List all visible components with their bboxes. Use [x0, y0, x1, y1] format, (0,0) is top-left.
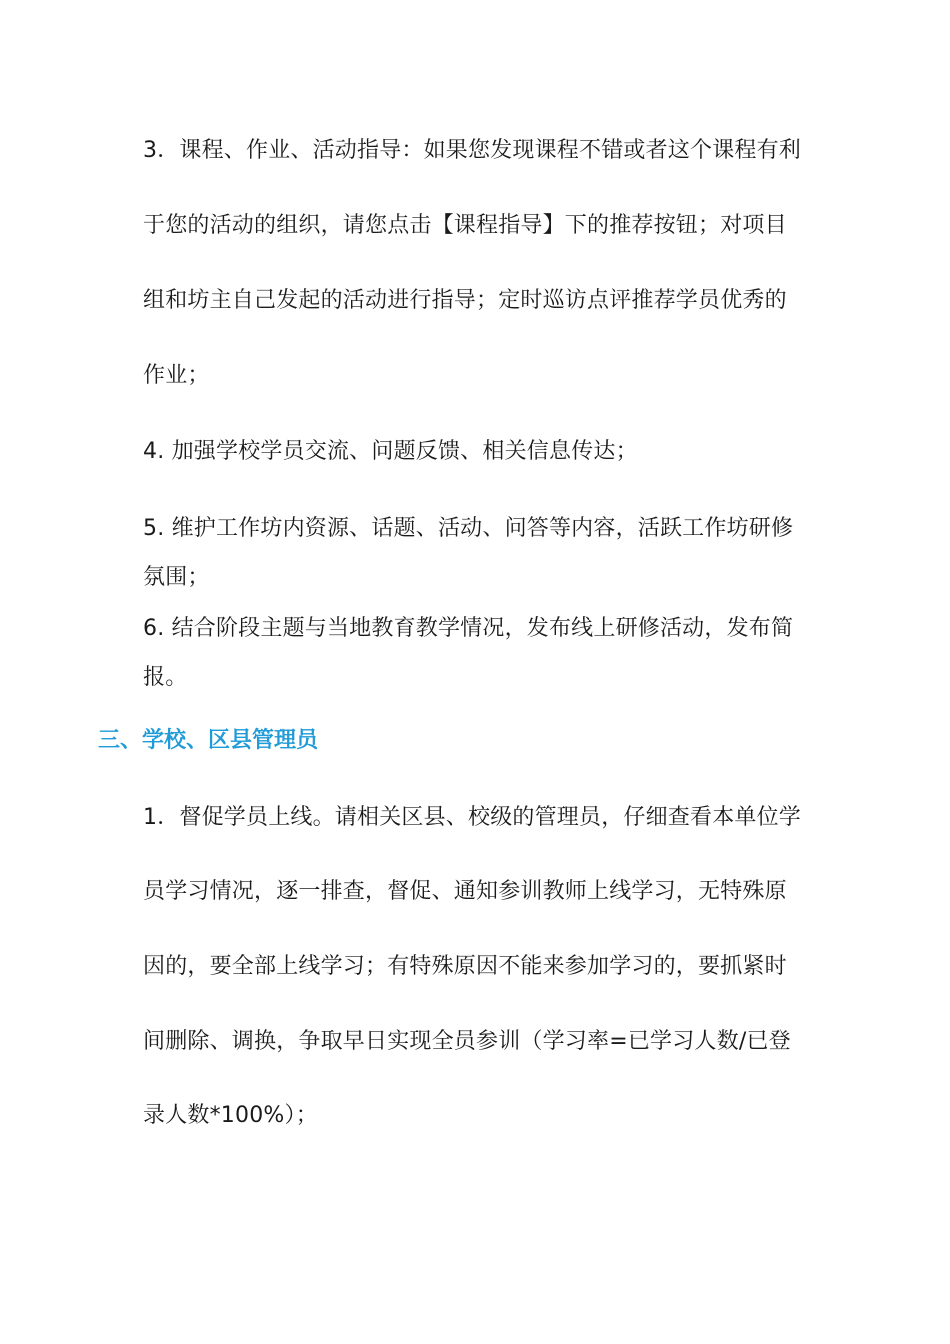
paragraph-line: 3．课程、作业、活动指导：如果您发现课程不错或者这个课程有利	[143, 138, 801, 163]
paragraph-line: 5. 维护工作坊内资源、话题、活动、问答等内容，活跃工作坊研修	[143, 516, 794, 541]
paragraph-line: 间删除、调换，争取早日实现全员参训（学习率=已学习人数/已登	[143, 1029, 791, 1054]
paragraph-line: 组和坊主自己发起的活动进行指导；定时巡访点评推荐学员优秀的	[143, 288, 787, 313]
paragraph-line: 因的，要全部上线学习；有特殊原因不能来参加学习的，要抓紧时	[143, 954, 787, 979]
paragraph-line: 4. 加强学校学员交流、问题反馈、相关信息传达；	[143, 439, 638, 464]
paragraph-line: 作业；	[143, 363, 210, 388]
paragraph-line: 于您的活动的组织，请您点击【课程指导】下的推荐按钮；对项目	[143, 213, 787, 238]
paragraph-line: 员学习情况，逐一排查，督促、通知参训教师上线学习，无特殊原	[143, 879, 787, 904]
paragraph-line: 氛围；	[143, 565, 210, 590]
paragraph-line: 6. 结合阶段主题与当地教育教学情况，发布线上研修活动，发布简	[143, 616, 794, 641]
paragraph-line: 录人数*100%）；	[143, 1103, 318, 1128]
paragraph-line: 1．督促学员上线。请相关区县、校级的管理员，仔细查看本单位学	[143, 805, 801, 830]
section-heading: 三、学校、区县管理员	[98, 728, 319, 753]
paragraph-line: 报。	[143, 665, 188, 690]
